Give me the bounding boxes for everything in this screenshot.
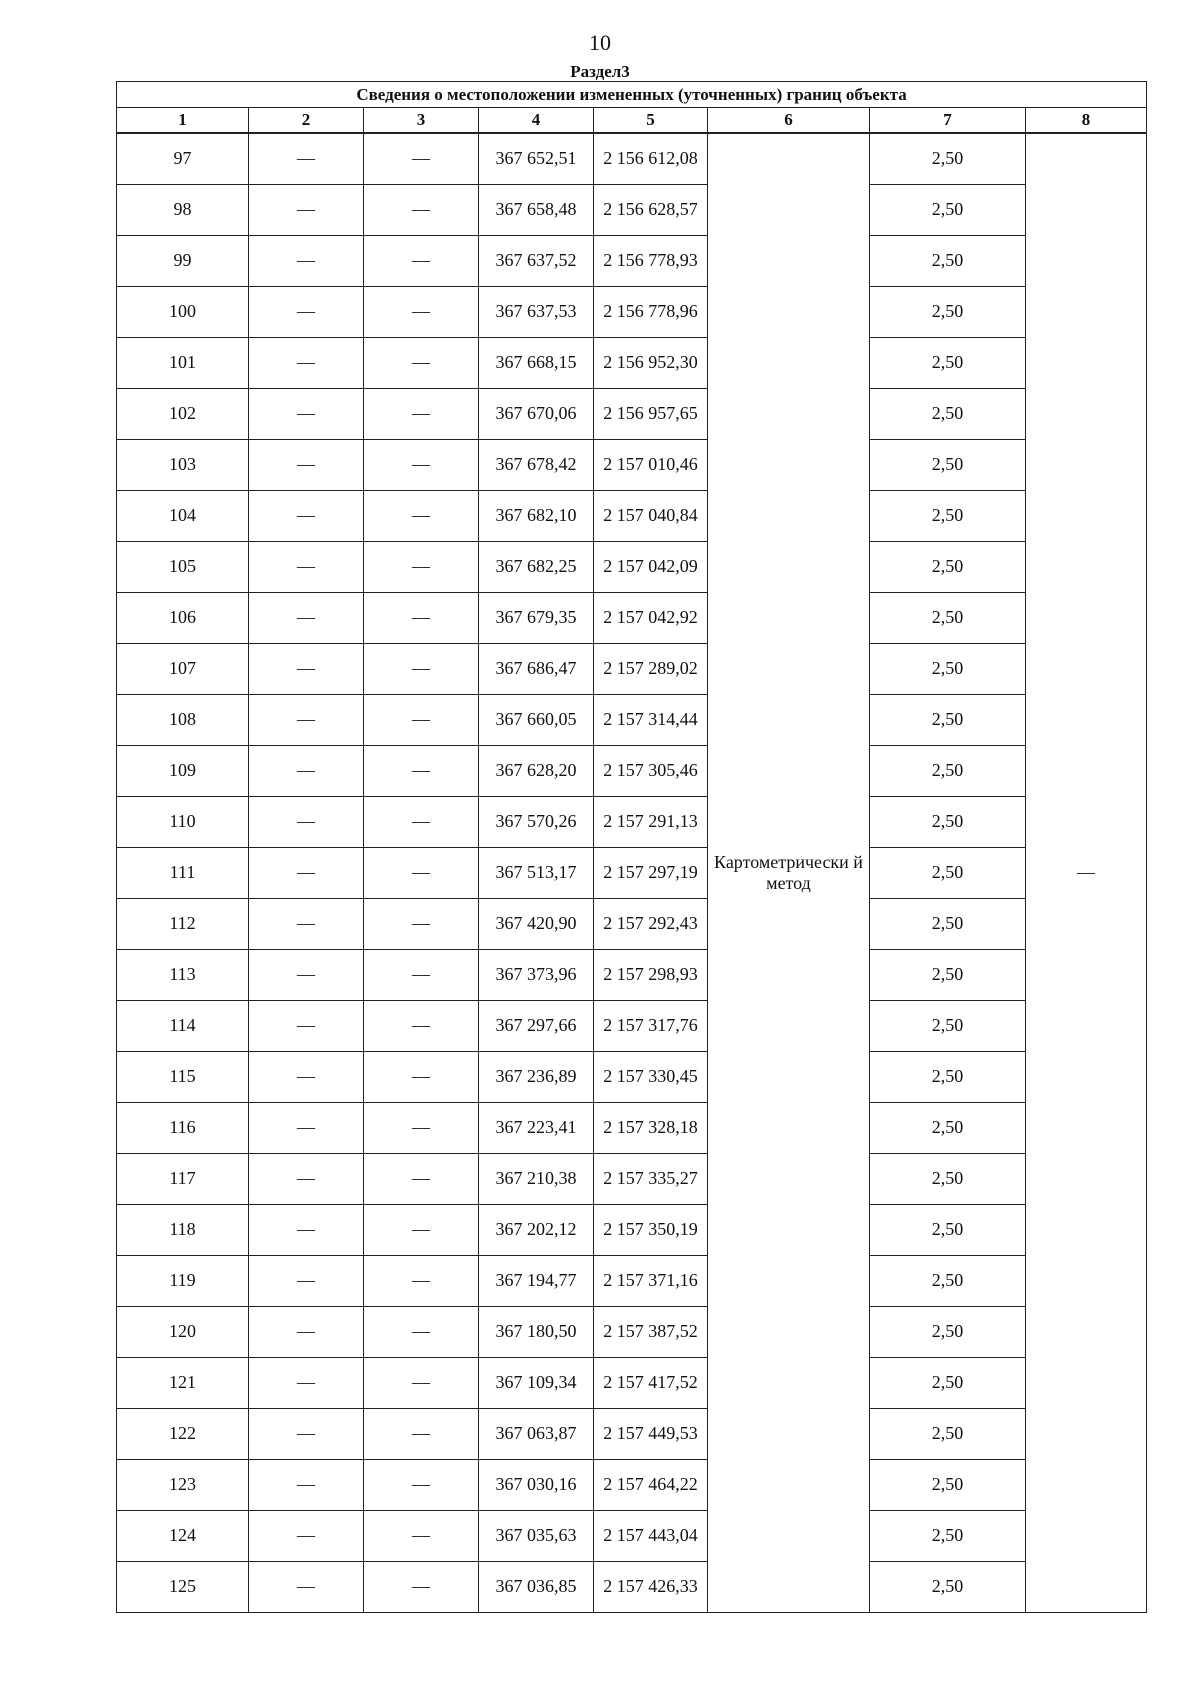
column-number-header: 4 [479, 108, 594, 134]
coordinate-y-cell: 2 157 426,33 [594, 1561, 708, 1612]
table-row [117, 1510, 1147, 1561]
column-2-cell: — [249, 1561, 364, 1612]
column-3-cell: — [364, 1204, 479, 1255]
point-number-cell: 111 [117, 847, 249, 898]
coordinate-x-cell: 367 297,66 [479, 1000, 594, 1051]
coordinate-y-cell: 2 157 291,13 [594, 796, 708, 847]
column-2-cell: — [249, 1357, 364, 1408]
column-2-cell: — [249, 235, 364, 286]
column-7-cell: 2,50 [870, 184, 1026, 235]
column-7-cell: 2,50 [870, 1051, 1026, 1102]
table-row [117, 1051, 1147, 1102]
table-row [117, 337, 1147, 388]
column-2-cell: — [249, 133, 364, 184]
column-2-cell: — [249, 1408, 364, 1459]
table-row [117, 133, 1147, 184]
column-number-header: 2 [249, 108, 364, 134]
coordinate-x-cell: 367 686,47 [479, 643, 594, 694]
column-7-cell: 2,50 [870, 388, 1026, 439]
column-3-cell: — [364, 1510, 479, 1561]
table-row [117, 796, 1147, 847]
coordinate-y-cell: 2 157 330,45 [594, 1051, 708, 1102]
coordinate-y-cell: 2 157 042,09 [594, 541, 708, 592]
column-7-cell: 2,50 [870, 1459, 1026, 1510]
column-2-cell: — [249, 898, 364, 949]
table-row [117, 643, 1147, 694]
column-3-cell: — [364, 1306, 479, 1357]
point-number-cell: 125 [117, 1561, 249, 1612]
column-7-cell: 2,50 [870, 1306, 1026, 1357]
coordinates-table-container [116, 81, 1147, 1613]
column-number-header: 3 [364, 108, 479, 134]
column-2-cell: — [249, 1459, 364, 1510]
column-2-cell: — [249, 949, 364, 1000]
table-row [117, 490, 1147, 541]
coordinate-y-cell: 2 156 778,93 [594, 235, 708, 286]
table-row [117, 439, 1147, 490]
column-2-cell: — [249, 1204, 364, 1255]
column-2-cell: — [249, 1102, 364, 1153]
column-3-cell: — [364, 1357, 479, 1408]
point-number-cell: 99 [117, 235, 249, 286]
coordinate-y-cell: 2 157 449,53 [594, 1408, 708, 1459]
coordinate-x-cell: 367 180,50 [479, 1306, 594, 1357]
table-row [117, 694, 1147, 745]
coordinate-y-cell: 2 157 417,52 [594, 1357, 708, 1408]
column-number-header: 8 [1026, 108, 1147, 134]
column-3-cell: — [364, 1000, 479, 1051]
column-3-cell: — [364, 949, 479, 1000]
coordinate-x-cell: 367 658,48 [479, 184, 594, 235]
coordinate-x-cell: 367 682,25 [479, 541, 594, 592]
coordinate-y-cell: 2 157 305,46 [594, 745, 708, 796]
coordinate-x-cell: 367 682,10 [479, 490, 594, 541]
coordinate-y-cell: 2 157 042,92 [594, 592, 708, 643]
column-3-cell: — [364, 643, 479, 694]
table-row [117, 745, 1147, 796]
table-row [117, 1153, 1147, 1204]
column-2-cell: — [249, 184, 364, 235]
coordinate-y-cell: 2 157 317,76 [594, 1000, 708, 1051]
column-number-header: 6 [708, 108, 870, 134]
column-7-cell: 2,50 [870, 1102, 1026, 1153]
column-7-cell: 2,50 [870, 1408, 1026, 1459]
table-row [117, 388, 1147, 439]
table-body [117, 133, 1147, 1612]
table-row [117, 1204, 1147, 1255]
coordinates-table [116, 81, 1147, 1613]
column-2-cell: — [249, 592, 364, 643]
column-number-row [117, 108, 1147, 134]
coordinate-x-cell: 367 036,85 [479, 1561, 594, 1612]
point-number-cell: 108 [117, 694, 249, 745]
column-7-cell: 2,50 [870, 847, 1026, 898]
column-7-cell: 2,50 [870, 745, 1026, 796]
coordinate-x-cell: 367 194,77 [479, 1255, 594, 1306]
coordinate-y-cell: 2 157 289,02 [594, 643, 708, 694]
coordinate-y-cell: 2 157 297,19 [594, 847, 708, 898]
column-3-cell: — [364, 1153, 479, 1204]
column-7-cell: 2,50 [870, 1255, 1026, 1306]
column-7-cell: 2,50 [870, 235, 1026, 286]
coordinate-x-cell: 367 236,89 [479, 1051, 594, 1102]
coordinate-x-cell: 367 637,53 [479, 286, 594, 337]
column-3-cell: — [364, 439, 479, 490]
column-2-cell: — [249, 796, 364, 847]
coordinate-x-cell: 367 202,12 [479, 1204, 594, 1255]
coordinate-x-cell: 367 678,42 [479, 439, 594, 490]
column-2-cell: — [249, 643, 364, 694]
coordinate-y-cell: 2 157 443,04 [594, 1510, 708, 1561]
point-number-cell: 121 [117, 1357, 249, 1408]
column-7-cell: 2,50 [870, 1153, 1026, 1204]
column-2-cell: — [249, 1255, 364, 1306]
point-number-cell: 97 [117, 133, 249, 184]
coordinate-y-cell: 2 157 350,19 [594, 1204, 708, 1255]
column-3-cell: — [364, 337, 479, 388]
column-8-cell: — [1026, 133, 1147, 1612]
coordinate-y-cell: 2 156 957,65 [594, 388, 708, 439]
coordinate-x-cell: 367 628,20 [479, 745, 594, 796]
column-3-cell: — [364, 388, 479, 439]
column-2-cell: — [249, 1000, 364, 1051]
point-number-cell: 124 [117, 1510, 249, 1561]
coordinate-y-cell: 2 157 010,46 [594, 439, 708, 490]
column-3-cell: — [364, 745, 479, 796]
coordinate-x-cell: 367 223,41 [479, 1102, 594, 1153]
column-7-cell: 2,50 [870, 490, 1026, 541]
column-7-cell: 2,50 [870, 1357, 1026, 1408]
column-2-cell: — [249, 1153, 364, 1204]
column-3-cell: — [364, 235, 479, 286]
column-7-cell: 2,50 [870, 796, 1026, 847]
coordinate-x-cell: 367 063,87 [479, 1408, 594, 1459]
coordinate-y-cell: 2 157 371,16 [594, 1255, 708, 1306]
table-caption-row [117, 82, 1147, 108]
coordinate-y-cell: 2 157 387,52 [594, 1306, 708, 1357]
column-7-cell: 2,50 [870, 541, 1026, 592]
table-row [117, 541, 1147, 592]
point-number-cell: 104 [117, 490, 249, 541]
column-7-cell: 2,50 [870, 1000, 1026, 1051]
coordinate-x-cell: 367 670,06 [479, 388, 594, 439]
column-3-cell: — [364, 1408, 479, 1459]
column-2-cell: — [249, 745, 364, 796]
coordinate-x-cell: 367 513,17 [479, 847, 594, 898]
coordinate-y-cell: 2 156 952,30 [594, 337, 708, 388]
coordinate-x-cell: 367 660,05 [479, 694, 594, 745]
column-7-cell: 2,50 [870, 1510, 1026, 1561]
column-7-cell: 2,50 [870, 949, 1026, 1000]
point-number-cell: 102 [117, 388, 249, 439]
table-row [117, 1306, 1147, 1357]
point-number-cell: 115 [117, 1051, 249, 1102]
column-3-cell: — [364, 286, 479, 337]
point-number-cell: 101 [117, 337, 249, 388]
coordinate-x-cell: 367 652,51 [479, 133, 594, 184]
table-caption: Сведения о местоположении измененных (уточненных) границ объекта [117, 82, 1147, 108]
column-7-cell: 2,50 [870, 133, 1026, 184]
column-3-cell: — [364, 1102, 479, 1153]
point-number-cell: 118 [117, 1204, 249, 1255]
table-row [117, 1408, 1147, 1459]
column-3-cell: — [364, 898, 479, 949]
column-number-header: 5 [594, 108, 708, 134]
coordinate-x-cell: 367 030,16 [479, 1459, 594, 1510]
column-3-cell: — [364, 1459, 479, 1510]
column-3-cell: — [364, 694, 479, 745]
coordinate-y-cell: 2 157 298,93 [594, 949, 708, 1000]
column-3-cell: — [364, 796, 479, 847]
table-row [117, 1357, 1147, 1408]
coordinate-y-cell: 2 157 040,84 [594, 490, 708, 541]
column-number-header: 1 [117, 108, 249, 134]
coordinate-x-cell: 367 637,52 [479, 235, 594, 286]
point-number-cell: 105 [117, 541, 249, 592]
column-3-cell: — [364, 541, 479, 592]
column-3-cell: — [364, 184, 479, 235]
coordinate-y-cell: 2 156 612,08 [594, 133, 708, 184]
point-number-cell: 117 [117, 1153, 249, 1204]
column-2-cell: — [249, 388, 364, 439]
point-number-cell: 110 [117, 796, 249, 847]
column-3-cell: — [364, 1051, 479, 1102]
column-2-cell: — [249, 847, 364, 898]
column-7-cell: 2,50 [870, 337, 1026, 388]
method-cell: Картометрически й метод [708, 133, 870, 1612]
table-row [117, 1255, 1147, 1306]
column-7-cell: 2,50 [870, 592, 1026, 643]
coordinate-y-cell: 2 156 628,57 [594, 184, 708, 235]
coordinate-y-cell: 2 157 328,18 [594, 1102, 708, 1153]
column-7-cell: 2,50 [870, 898, 1026, 949]
table-row [117, 949, 1147, 1000]
column-2-cell: — [249, 541, 364, 592]
column-2-cell: — [249, 439, 364, 490]
coordinate-x-cell: 367 668,15 [479, 337, 594, 388]
point-number-cell: 120 [117, 1306, 249, 1357]
coordinate-y-cell: 2 157 314,44 [594, 694, 708, 745]
column-2-cell: — [249, 694, 364, 745]
column-3-cell: — [364, 592, 479, 643]
coordinate-y-cell: 2 157 292,43 [594, 898, 708, 949]
column-7-cell: 2,50 [870, 643, 1026, 694]
coordinate-y-cell: 2 157 464,22 [594, 1459, 708, 1510]
column-2-cell: — [249, 490, 364, 541]
table-row [117, 592, 1147, 643]
point-number-cell: 122 [117, 1408, 249, 1459]
table-row [117, 1561, 1147, 1612]
point-number-cell: 100 [117, 286, 249, 337]
coordinate-x-cell: 367 570,26 [479, 796, 594, 847]
point-number-cell: 119 [117, 1255, 249, 1306]
point-number-cell: 106 [117, 592, 249, 643]
column-2-cell: — [249, 1306, 364, 1357]
coordinate-x-cell: 367 109,34 [479, 1357, 594, 1408]
coordinate-y-cell: 2 157 335,27 [594, 1153, 708, 1204]
point-number-cell: 123 [117, 1459, 249, 1510]
point-number-cell: 113 [117, 949, 249, 1000]
column-7-cell: 2,50 [870, 439, 1026, 490]
point-number-cell: 98 [117, 184, 249, 235]
column-7-cell: 2,50 [870, 694, 1026, 745]
point-number-cell: 109 [117, 745, 249, 796]
coordinate-x-cell: 367 679,35 [479, 592, 594, 643]
point-number-cell: 116 [117, 1102, 249, 1153]
column-7-cell: 2,50 [870, 1204, 1026, 1255]
coordinate-y-cell: 2 156 778,96 [594, 286, 708, 337]
column-2-cell: — [249, 337, 364, 388]
coordinate-x-cell: 367 373,96 [479, 949, 594, 1000]
column-2-cell: — [249, 286, 364, 337]
table-row [117, 1102, 1147, 1153]
table-row [117, 898, 1147, 949]
column-2-cell: — [249, 1510, 364, 1561]
column-3-cell: — [364, 133, 479, 184]
point-number-cell: 114 [117, 1000, 249, 1051]
coordinate-x-cell: 367 420,90 [479, 898, 594, 949]
column-3-cell: — [364, 1255, 479, 1306]
point-number-cell: 112 [117, 898, 249, 949]
table-row [117, 847, 1147, 898]
column-7-cell: 2,50 [870, 286, 1026, 337]
point-number-cell: 103 [117, 439, 249, 490]
coordinate-x-cell: 367 035,63 [479, 1510, 594, 1561]
point-number-cell: 107 [117, 643, 249, 694]
table-row [117, 235, 1147, 286]
column-number-header: 7 [870, 108, 1026, 134]
column-7-cell: 2,50 [870, 1561, 1026, 1612]
table-row [117, 286, 1147, 337]
coordinate-x-cell: 367 210,38 [479, 1153, 594, 1204]
table-row [117, 1459, 1147, 1510]
column-3-cell: — [364, 847, 479, 898]
section-label: Раздел3 [570, 62, 630, 81]
column-2-cell: — [249, 1051, 364, 1102]
column-3-cell: — [364, 1561, 479, 1612]
page-number: 10 [589, 30, 611, 55]
column-3-cell: — [364, 490, 479, 541]
table-row [117, 184, 1147, 235]
table-row [117, 1000, 1147, 1051]
